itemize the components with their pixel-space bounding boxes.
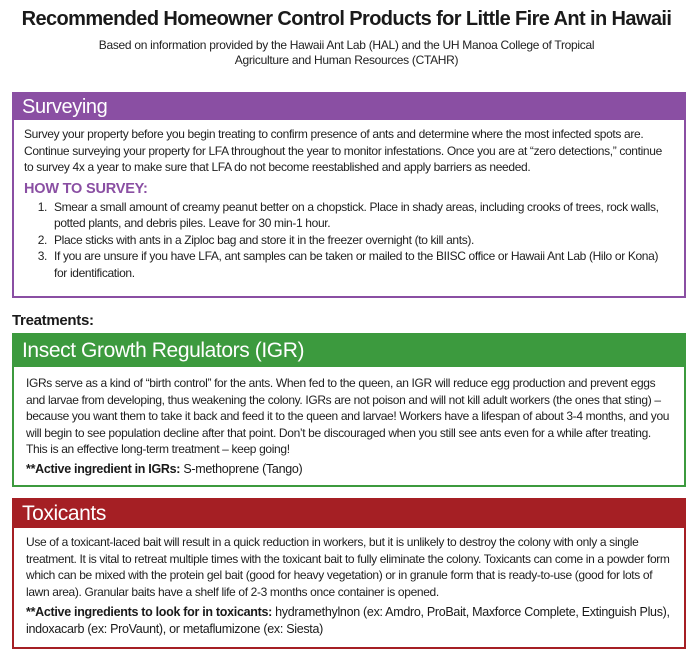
survey-steps-list [14,199,684,282]
igr-heading: Insect Growth Regulators (IGR) [14,335,684,367]
survey-step: 3. If you are unsure if you have LFA, ant samples can be taken or mailed to the BIISC office or Hawaii Ant Lab (Hilo or Kona) for identification. [50,248,674,281]
igr-active-ingredient [14,458,684,476]
page-title: Recommended Homeowner Control Products for Little Fire Ant in Hawaii [21,8,672,30]
surveying-heading: Surveying [14,94,684,120]
how-to-survey-heading: HOW TO SURVEY: [24,180,148,197]
toxicants-heading: Toxicants [14,500,684,528]
toxicants-active-ingredients [14,600,684,637]
page-subtitle [40,38,653,68]
survey-step: 1. Smear a small amount of creamy peanut better on a chopstick. Place in shady areas, including crooks of trees, rock walls, potted plants, and debris piles. Leave for 30 min-1 hour. [50,199,674,232]
igr-section [12,333,686,487]
treatments-label: Treatments: [12,312,94,329]
subtitle-line-1: Based on information provided by the Hawaii Ant Lab (HAL) and the UH Manoa College of Tropical [98,38,595,52]
toxicants-section [12,498,686,649]
toxicants-text: Use of a toxicant-laced bait will result in a quick reduction in workers, but it is unlikely to destroy the colony with only a single treatment. It is vital to retreat multiple times with the toxicant bait to fully eliminate the colony. Toxicants can come in a powder form which can be mixed with the protein gel bait (good for heavy vegetation) or in granule form that is ready-to-use (good for lots of lawn area). Granular baits have a shelf life of 2-3 months once container is opened. [26,535,670,599]
igr-active-label: **Active ingredient in IGRs: [26,461,181,476]
surveying-intro: Survey your property before you begin treating to confirm presence of ants and determine where the most infected spots are. Continue surveying your property for LFA throughout the year to monitor infestations. Once you are at “zero detections,” continue to survey 4x a year to make sure that LFA do not become reestablished and apply barriers as needed. [24,127,662,174]
survey-step: 2. Place sticks with ants in a Ziploc bag and store it in the freezer overnight (to kill ants). [50,232,674,249]
igr-text: IGRs serve as a kind of “birth control” for the ants. When fed to the queen, an IGR will reduce egg production and prevent eggs and larvae from developing, thus weakening the colony. IGRs are not poison and will not kill adult workers (the ones that sting) – because you want them to take it back and feed it to the queen and larvae! Workers have a lifespan of about 3-4 months, and you will begin to see population decline after that point. Don’t be discouraged when you still see ants even for a while after treating. This is an effective long-term treatment – keep going! [26,376,670,456]
igr-active-value: S-methoprene (Tango) [180,461,303,476]
surveying-section [12,92,686,298]
toxicants-active-value: hydramethylnon (ex: Amdro, ProBait, Maxforce Complete, Extinguish Plus), indoxacarb (ex: ProVaunt), or metaflumizone (ex: Siesta) [26,605,670,636]
subtitle-line-2: Agriculture and Human Resources (CTAHR) [234,53,459,67]
toxicants-active-label: **Active ingredients to look for in toxicants: [26,605,272,619]
